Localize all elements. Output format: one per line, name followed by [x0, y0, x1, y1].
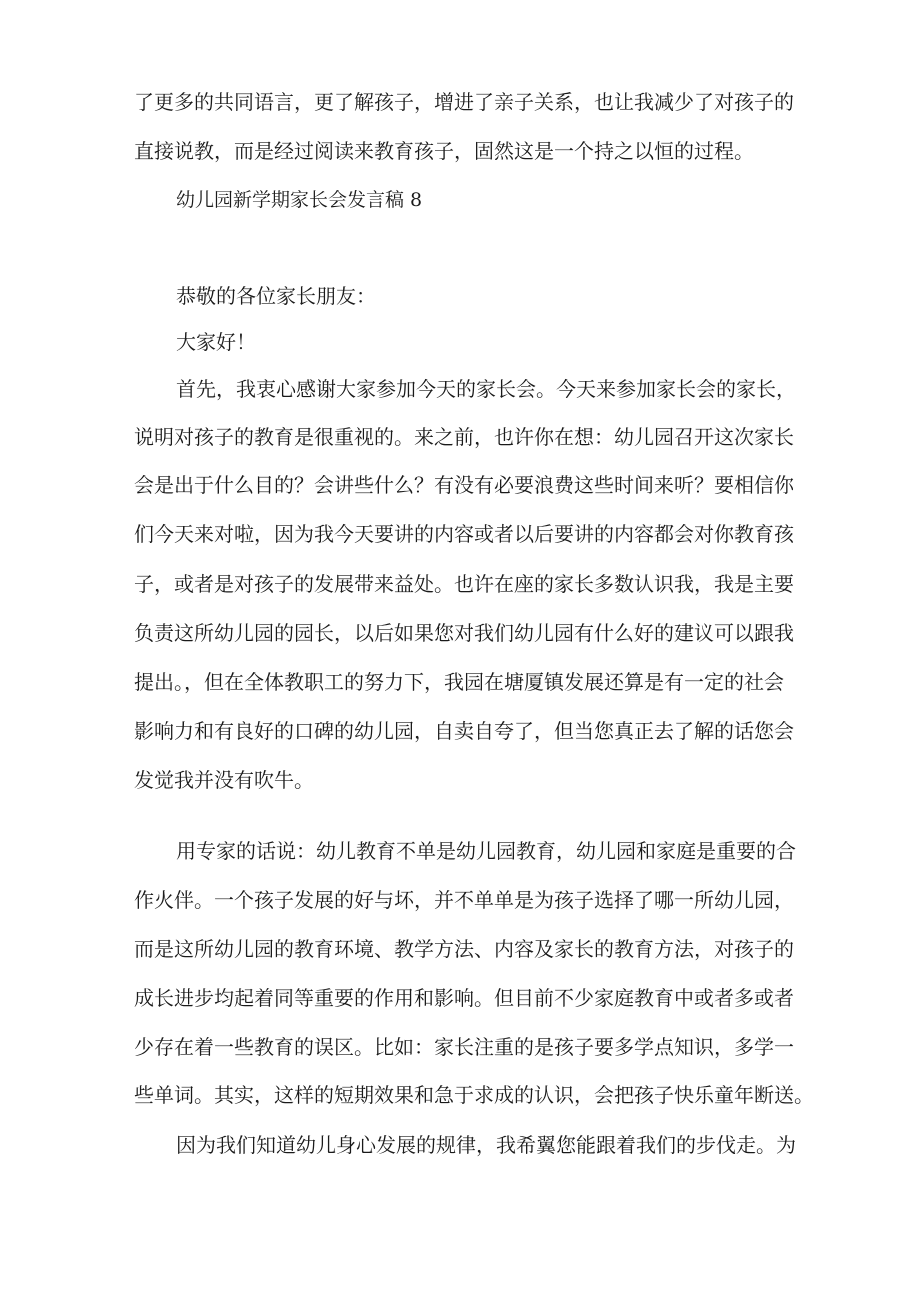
paragraph-line: 说明对孩子的教育是很重视的。来之前，也许你在想：幼儿园召开这次家长 [134, 425, 794, 449]
paragraph-line: 了更多的共同语言，更了解孩子，增进了亲子关系，也让我减少了对孩子的 [134, 90, 794, 114]
greeting: 大家好！ [176, 330, 256, 354]
paragraph-line: 因为我们知道幼儿身心发展的规律，我希翼您能跟着我们的步伐走。为 [176, 1133, 796, 1157]
paragraph-line: 首先，我衷心感谢大家参加今天的家长会。今天来参加家长会的家长， [176, 377, 796, 401]
section-heading: 幼儿园新学期家长会发言稿 8 [176, 189, 423, 211]
paragraph-line: 们今天来对啦，因为我今天要讲的内容或者以后要讲的内容都会对你教育孩 [134, 522, 794, 546]
paragraph-line: 少存在着一些教育的误区。比如：家长注重的是孩子要多学点知识，多学一 [134, 1035, 794, 1059]
paragraph-line: 会是出于什么目的？会讲些什么？有没有必要浪费这些时间来听？要相信你 [134, 473, 794, 497]
paragraph-line: 子，或者是对孩子的发展带来益处。也许在座的家长多数认识我，我是主要 [134, 572, 794, 596]
paragraph-line: 直接说教，而是经过阅读来教育孩子，固然这是一个持之以恒的过程。 [134, 139, 754, 163]
paragraph-line: 而是这所幼儿园的教育环境、教学方法、内容及家长的教育方法，对孩子的 [134, 937, 794, 961]
paragraph-line: 负责这所幼儿园的园长，以后如果您对我们幼儿园有什么好的建议可以跟我 [134, 621, 794, 645]
paragraph-line: 成长进步均起着同等重要的作用和影响。但目前不少家庭教育中或者多或者 [134, 986, 794, 1010]
paragraph-line: 提出。，但在全体教职工的努力下，我园在塘厦镇发展还算是有一定的社会 [134, 670, 784, 694]
paragraph-line: 作火伴。一个孩子发展的好与坏，并不单单是为孩子选择了哪一所幼儿园， [134, 888, 794, 912]
paragraph-line: 发觉我并没有吹牛。 [134, 768, 314, 792]
salutation: 恭敬的各位家长朋友： [176, 284, 376, 308]
paragraph-line: 影响力和有良好的口碑的幼儿园，自卖自夸了，但当您真正去了解的话您会 [134, 719, 794, 743]
paragraph-line: 用专家的话说：幼儿教育不单是幼儿园教育，幼儿园和家庭是重要的合 [176, 839, 796, 863]
paragraph-line: 些单词。其实，这样的短期效果和急于求成的认识，会把孩子快乐童年断送。 [134, 1083, 814, 1107]
